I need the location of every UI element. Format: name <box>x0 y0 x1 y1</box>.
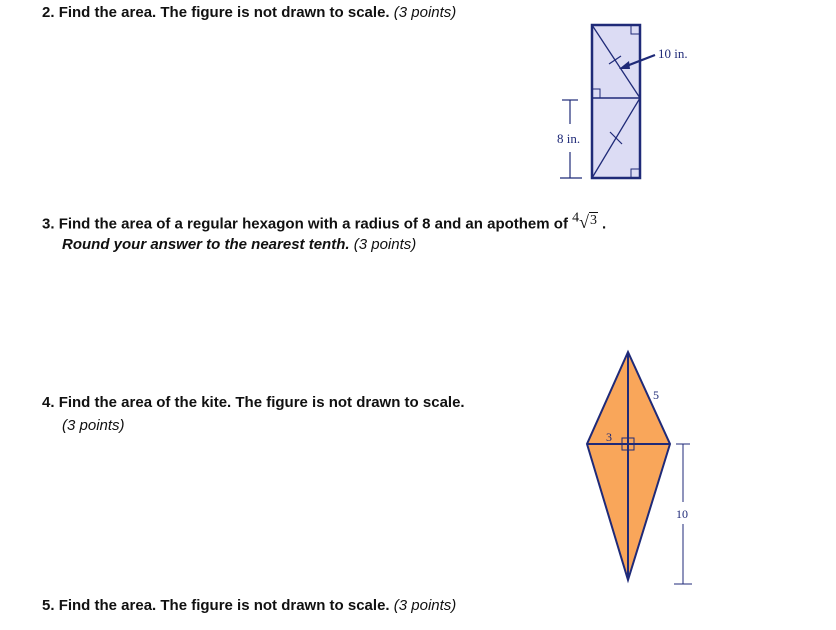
question-3-number: 3. <box>42 215 55 233</box>
question-5-number: 5. <box>42 597 55 614</box>
kite-label-5: 5 <box>653 388 659 402</box>
width-label: 10 in. <box>658 46 688 61</box>
kite-label-3: 3 <box>606 430 612 444</box>
question-3-period: . <box>602 215 607 233</box>
question-3-points: (3 points) <box>353 236 417 253</box>
question-3-prompt: Find the area of a regular hexagon with a radius of 8 and an apothem of <box>58 215 568 233</box>
question-4-prompt: Find the area of the kite. The figure is not drawn to scale. <box>58 394 465 411</box>
question-3-round-note: Round your answer to the nearest tenth. <box>62 236 350 253</box>
height-label: 8 in. <box>557 131 581 146</box>
apothem-radicand: 3 <box>590 213 597 229</box>
radical-sign-icon: √ <box>579 212 589 233</box>
kite-label-10: 10 <box>676 507 688 521</box>
question-5 <box>42 597 456 614</box>
question-4-points: (3 points) <box>62 417 125 434</box>
question-5-prompt: Find the area. The figure is not drawn to scale. <box>58 597 390 614</box>
question-4-number: 4. <box>42 394 55 411</box>
question-2-points: (3 points) <box>393 4 457 21</box>
apothem-coefficient: 4 <box>572 211 580 226</box>
question-2-prompt: Find the area. The figure is not drawn to scale. <box>58 4 390 21</box>
question-2-number: 2. <box>42 4 55 21</box>
question-5-points: (3 points) <box>393 597 457 614</box>
